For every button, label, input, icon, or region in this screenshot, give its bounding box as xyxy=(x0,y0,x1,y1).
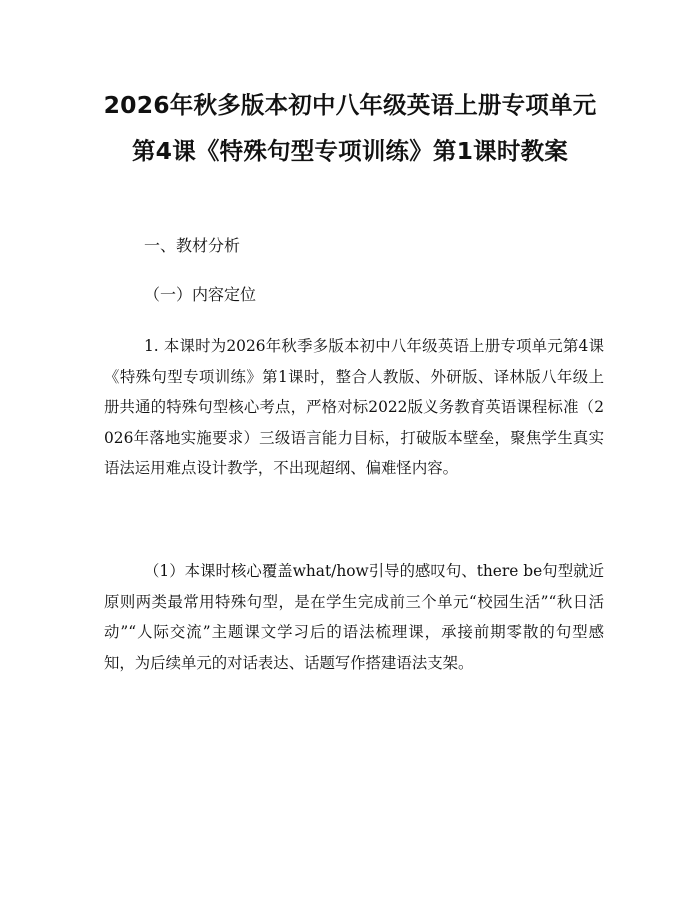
section-heading: 一、教材分析 xyxy=(144,236,241,255)
paragraph-2: （1）本课时核心覆盖what/how引导的感叹句、there be句型就近原则两类最常用特殊句型，是在学生完成前三个单元“校园生活”“秋日活动”“人际交流”主题课文学习后的语法梳理课，承接前期零散的句型感知，为后续单元的对话表达、话题写作搭建语法支架。 xyxy=(104,562,604,672)
document-title: 2026年秋多版本初中八年级英语上册专项单元第4课《特殊句型专项训练》第1课时教案 xyxy=(103,91,597,165)
subsection-heading: （一）内容定位 xyxy=(144,285,257,304)
paragraph-1: 1. 本课时为2026年秋季多版本初中八年级英语上册专项单元第4课《特殊句型专项训练》第1课时，整合人教版、外研版、译林版八年级上册共通的特殊句型核心考点，严格对标2022版义务教育英语课程标准（2026年落地实施要求）三级语言能力目标，打破版本壁垒，聚焦学生真实语法运用难点设计教学，不出现超纲、偏难怪内容。 xyxy=(104,337,604,477)
